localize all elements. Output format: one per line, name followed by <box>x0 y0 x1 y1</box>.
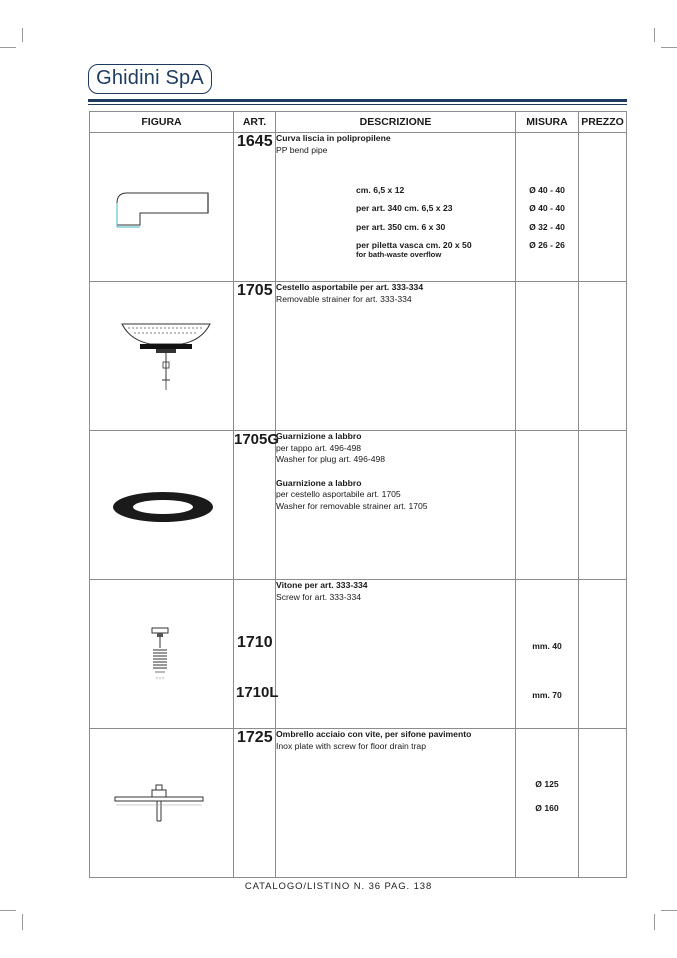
prezzo-cell <box>579 282 627 431</box>
inox-plate-illustration <box>114 783 204 829</box>
item-subtitle: Removable strainer for art. 333-334 <box>276 293 412 304</box>
header-descrizione: DESCRIZIONE <box>276 112 516 133</box>
item-line: Washer for removable strainer art. 1705 <box>276 500 428 511</box>
art-cell <box>234 431 280 580</box>
misura-value: Ø 40 - 40 <box>529 185 565 195</box>
crop-mark <box>661 47 677 48</box>
misura-value: Ø 26 - 26 <box>529 240 565 250</box>
description-cell <box>276 282 516 431</box>
misura-value: Ø 40 - 40 <box>529 203 565 213</box>
screw-illustration <box>148 626 172 684</box>
table-row <box>90 729 627 878</box>
crop-mark <box>654 28 655 42</box>
item-line: per tappo art. 496-498 <box>276 442 362 453</box>
table-row <box>90 431 627 580</box>
item-title: Cestello asportabile per art. 333-334 <box>276 282 424 292</box>
crop-mark <box>0 910 16 911</box>
prezzo-cell <box>579 580 627 729</box>
item-subtitle: PP bend pipe <box>276 144 328 155</box>
prezzo-cell <box>579 431 627 580</box>
prezzo-cell <box>579 133 627 282</box>
misura-cell <box>516 580 579 729</box>
art-cell <box>234 580 279 729</box>
art-code: 1725 <box>237 729 273 746</box>
page-footer: CATALOGO/LISTINO N. 36 PAG. 138 <box>244 881 433 892</box>
option-text: per art. 350 cm. 6 x 30 <box>356 222 446 232</box>
figure-cell <box>90 133 234 282</box>
option-note: for bath-waste overflow <box>356 250 442 259</box>
company-logo: Ghidini SpA <box>88 64 212 94</box>
description-cell <box>276 729 516 878</box>
misura-value: Ø 32 - 40 <box>529 222 565 232</box>
prezzo-cell <box>579 729 627 878</box>
item-title: Guarnizione a labbro <box>276 431 362 441</box>
item-title: Vitone per art. 333-334 <box>276 580 368 590</box>
art-cell <box>234 133 276 282</box>
art-cell <box>234 282 276 431</box>
art-cell <box>234 729 276 878</box>
item-line: Washer for plug art. 496-498 <box>276 454 386 464</box>
table-row <box>90 580 627 729</box>
misura-cell <box>516 729 579 878</box>
misura-value: Ø 160 <box>535 803 559 813</box>
figure-cell <box>90 729 234 878</box>
crop-mark <box>661 910 677 911</box>
figure-cell <box>90 580 234 729</box>
header-misura: MISURA <box>516 112 579 133</box>
description-cell <box>276 431 516 580</box>
art-code: 1710L <box>236 684 279 701</box>
header-rule <box>88 99 627 102</box>
misura-cell <box>516 133 579 282</box>
misura-value: mm. 40 <box>532 641 562 651</box>
art-code: 1705G <box>234 431 280 448</box>
header-prezzo: PREZZO <box>579 112 627 133</box>
item-subtitle: Screw for art. 333-334 <box>276 591 362 602</box>
crop-mark <box>654 914 655 930</box>
misura-cell <box>516 282 579 431</box>
washer-illustration <box>112 491 214 523</box>
table-row <box>90 282 627 431</box>
bend-pipe-illustration <box>112 189 210 229</box>
option-text: cm. 6,5 x 12 <box>356 185 405 195</box>
table-row <box>90 133 627 282</box>
figure-cell <box>90 431 234 580</box>
art-code: 1710 <box>237 634 273 651</box>
description-cell <box>276 133 516 282</box>
item-title: Curva liscia in polipropilene <box>276 133 391 143</box>
item-title: Ombrello acciaio con vite, per sifone pavimento <box>276 729 472 739</box>
crop-mark <box>22 28 23 42</box>
item-line: per cestello asportabile art. 1705 <box>276 489 401 499</box>
header-rule-thin <box>88 104 627 105</box>
header-figura: FIGURA <box>90 112 234 133</box>
header-art: ART. <box>234 112 276 133</box>
crop-mark <box>22 914 23 930</box>
option-text: per art. 340 cm. 6,5 x 23 <box>356 203 453 213</box>
crop-mark <box>0 47 16 48</box>
item-title: Guarnizione a labbro <box>276 477 362 488</box>
description-cell <box>276 580 516 729</box>
misura-value: mm. 70 <box>532 690 562 700</box>
art-code: 1645 <box>237 133 273 150</box>
catalog-table <box>89 111 627 878</box>
figure-cell <box>90 282 234 431</box>
misura-cell <box>516 431 579 580</box>
misura-value: Ø 125 <box>535 779 559 789</box>
strainer-illustration <box>118 318 214 398</box>
art-code: 1705 <box>237 282 273 299</box>
option-text: per piletta vasca cm. 20 x 50 <box>356 240 472 250</box>
table-header-row <box>90 112 627 133</box>
item-subtitle: Inox plate with screw for floor drain trap <box>276 740 426 751</box>
